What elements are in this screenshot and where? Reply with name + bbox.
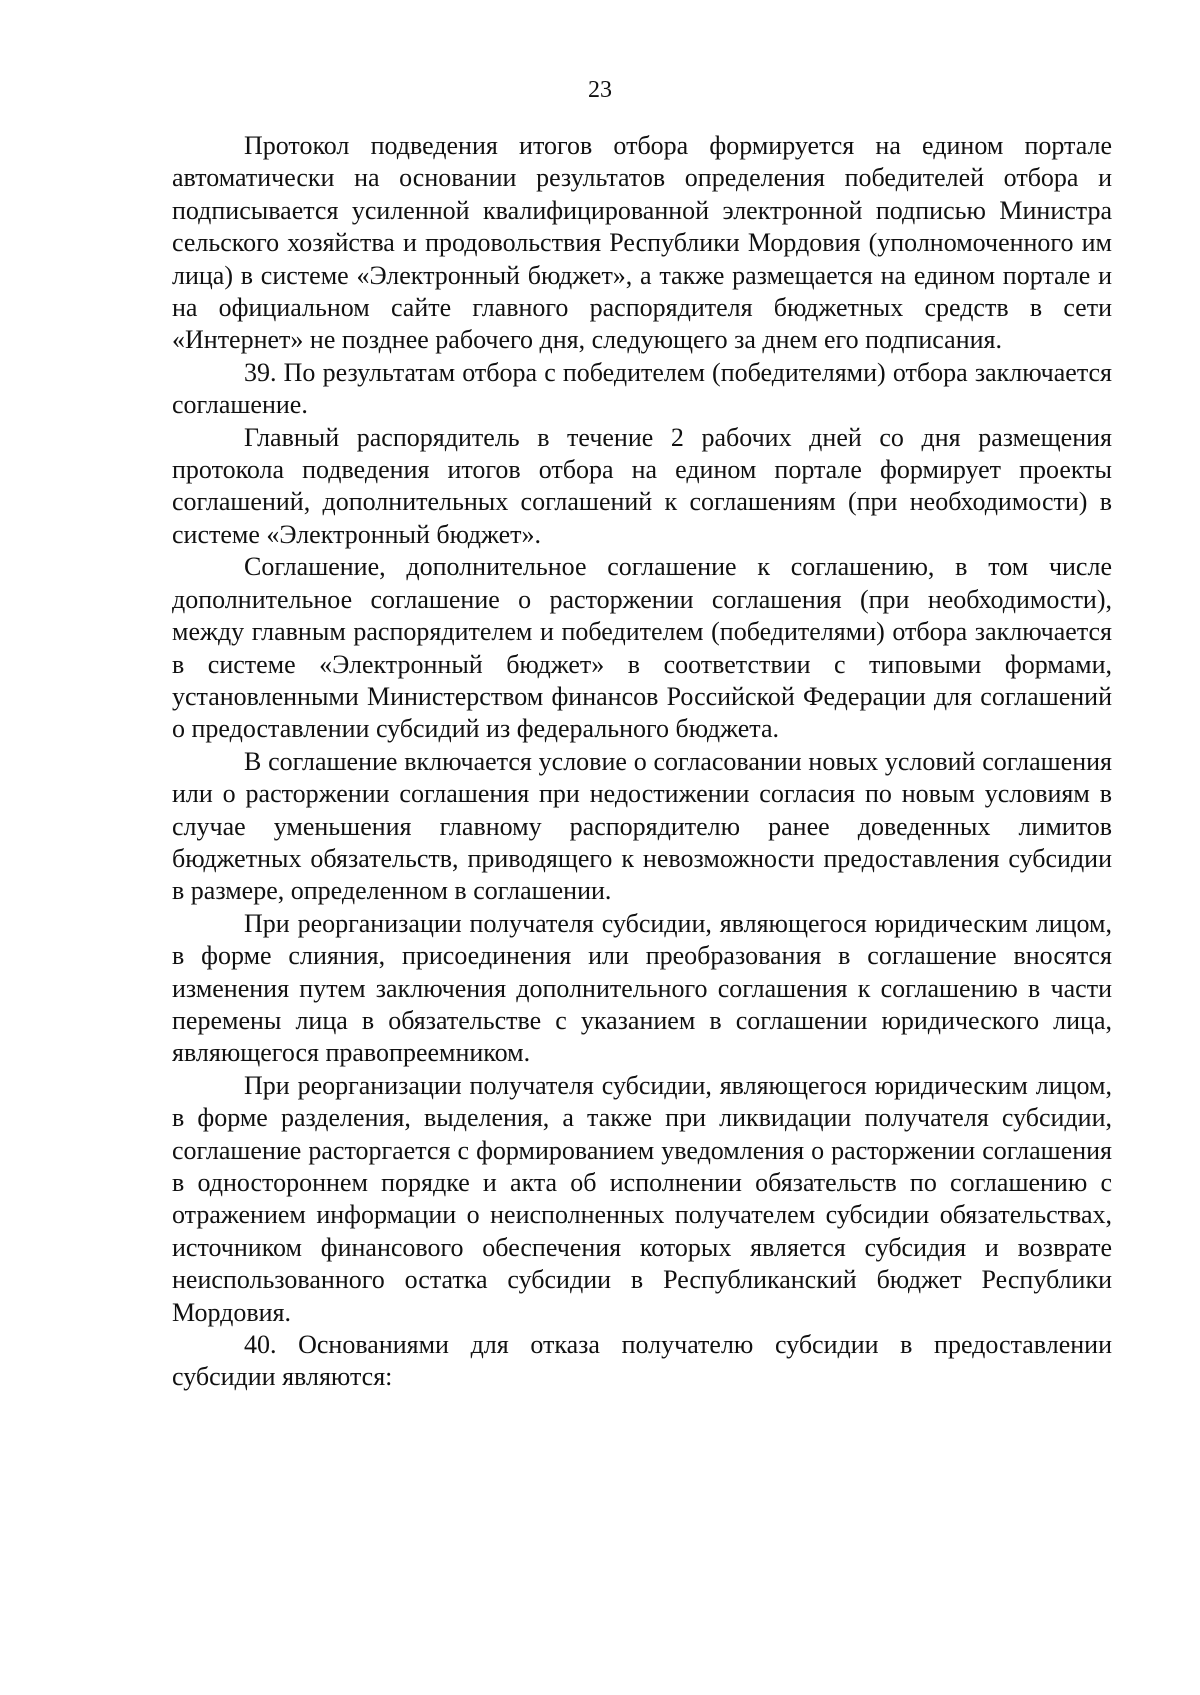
- paragraph-main-administrator: Главный распорядитель в течение 2 рабочих дней со дня размещения протокола подведения итогов отбора на едином портале формирует проекты соглашений, дополнительных соглашений к соглашениям (при необходимости) в системе «Электронный бюджет».: [172, 422, 1112, 549]
- paragraph-agreement: Соглашение, дополнительное соглашение к соглашению, в том числе дополнительное соглашение о расторжении соглашения (при необходимости), между главным распорядителем и победителем (победителями) отбора заключается в системе «Электронный бюджет» в соответствии с типовыми формами, установленными Министерством финансов Российской Федерации для соглашений о предоставлении субсидий из федерального бюджета.: [172, 552, 1112, 744]
- paragraph-39: 39. По результатам отбора с победителем (победителями) отбора заключается соглашение.: [172, 357, 1112, 420]
- page-number: 23: [588, 77, 612, 103]
- paragraph-protocol: Протокол подведения итогов отбора формируется на едином портале автоматически на основании результатов определения победителей отбора и подписывается усиленной квалифицированной электронной подписью Министра сельского хозяйства и продовольствия Республики Мордовия (уполномоченного им лица) в системе «Электронный бюджет», а также размещается на едином портале и на официальном сайте главного распорядителя бюджетных средств в сети «Интернет» не позднее рабочего дня, следующего за днем его подписания.: [172, 131, 1112, 355]
- paragraph-new-conditions: В соглашение включается условие о согласовании новых условий соглашения или о расторжении соглашения при недостижении согласия по новым условиям в случае уменьшения главному распорядителю ранее доведенных лимитов бюджетных обязательств, приводящего к невозможности предоставления субсидии в размере, определенном в соглашении.: [172, 746, 1112, 906]
- paragraph-reorganization-merger: При реорганизации получателя субсидии, являющегося юридическим лицом, в форме слияния, присоединения или преобразования в соглашение вносятся изменения путем заключения дополнительного соглашения к соглашению в части перемены лица в обязательстве с указанием в соглашении юридического лица, являющегося правопреемником.: [172, 908, 1112, 1068]
- paragraph-40: 40. Основаниями для отказа получателю субсидии в предоставлении субсидии являются:: [172, 1330, 1112, 1392]
- document-body: [172, 130, 1112, 1394]
- paragraph-reorganization-division: При реорганизации получателя субсидии, являющегося юридическим лицом, в форме разделения, выделения, а также при ликвидации получателя субсидии, соглашение расторгается с формированием уведомления о расторжении соглашения в одностороннем порядке и акта об исполнении обязательств по соглашению с отражением информации о неисполненных получателем субсидии обязательствах, источником финансового обеспечения которых является субсидия и возврате неиспользованного остатка субсидии в Республиканский бюджет Республики Мордовия.: [172, 1070, 1112, 1327]
